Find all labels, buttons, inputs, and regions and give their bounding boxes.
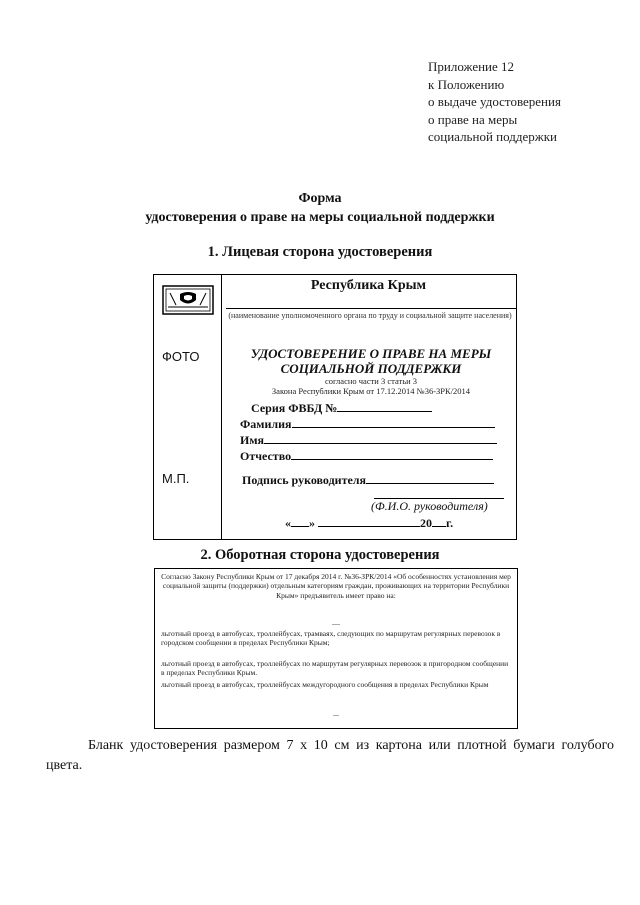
- date-day-line: [291, 515, 309, 527]
- series-line: [337, 400, 432, 412]
- appendix-line: Приложение 12: [428, 59, 515, 74]
- date-open-quote: «: [285, 516, 291, 530]
- crimea-emblem-icon: [162, 285, 214, 315]
- series-label: Серия ФВБД №: [251, 401, 338, 415]
- form-title-line2: удостоверения о праве на меры социальной поддержки: [145, 210, 495, 225]
- patronymic-line: [291, 448, 493, 460]
- appendix-header: [428, 58, 628, 146]
- signature-line: [366, 472, 494, 484]
- authority-note: (наименование уполномоченного органа по труду и социальной защите населения): [228, 311, 512, 320]
- certificate-title: УДОСТОВЕРЕНИЕ О ПРАВЕ НА МЕРЫ СОЦИАЛЬНОЙ ПОДДЕРЖКИ: [250, 346, 492, 376]
- appendix-line: к Положению: [428, 76, 505, 92]
- date-close-quote: »: [309, 516, 315, 530]
- back-dots-top: ....: [332, 618, 340, 627]
- fio-note: (Ф.И.О. руководителя): [371, 499, 488, 513]
- law-reference-line1: согласно части 3 статьи 3: [324, 376, 418, 386]
- surname-line: [292, 416, 495, 428]
- patronymic-field: [240, 448, 493, 464]
- authority-underline: [226, 308, 516, 309]
- law-reference-line2: Закона Республики Крым от 17.12.2014 №36-ЗРК/2014: [271, 386, 471, 396]
- appendix-line: социальной поддержки: [428, 129, 557, 144]
- surname-label: Фамилия: [240, 417, 292, 431]
- benefit-item-intercity: льготный проезд в автобусах, троллейбусах междугородного сообщения в пределах Республики Крым: [161, 680, 489, 689]
- date-year-line: [432, 515, 446, 527]
- date-field: [285, 515, 453, 531]
- series-field: [251, 400, 432, 416]
- photo-label: ФОТО: [162, 349, 200, 364]
- form-title-line1: Форма: [298, 191, 342, 206]
- republic-title: Республика Крым: [310, 278, 427, 293]
- surname-field: [240, 416, 495, 432]
- name-label: Имя: [240, 433, 264, 447]
- benefit-item-suburban: льготный проезд в автобусах, троллейбусах по маршрутам регулярных перевозок в пригородном сообщении в пределах Республики Крым.: [161, 659, 509, 678]
- name-line: [264, 432, 497, 444]
- patronymic-label: Отчество: [240, 449, 292, 463]
- certificate-front-card: [153, 274, 517, 540]
- certificate-back-card: [154, 568, 518, 729]
- date-month-line: [318, 515, 420, 527]
- benefit-item-city: льготный проезд в автобусах, троллейбусах, трамваях, следующих по маршрутам регулярных перевозок в городском сообщении в пределах Республики Крым;: [161, 629, 501, 648]
- name-field: [240, 432, 497, 448]
- appendix-line: о выдаче удостоверения: [428, 94, 561, 109]
- date-year-suffix: г.: [446, 516, 454, 530]
- date-year-prefix: 20: [420, 516, 432, 530]
- back-side-heading: 2. Оборотная сторона удостоверения: [200, 547, 440, 563]
- signature-label: Подпись руководителя: [242, 473, 367, 487]
- law-reference: [228, 376, 514, 396]
- back-dots-bottom: ...: [333, 709, 339, 718]
- stamp-label: М.П.: [162, 471, 190, 486]
- front-side-heading: 1. Лицевая сторона удостоверения: [207, 244, 433, 260]
- signature-field: [242, 472, 494, 488]
- back-intro-text: Согласно Закону Республики Крым от 17 декабря 2014 г. №36-ЗРК/2014 «Об особенностях установления мер социальной защиты (поддержки) отдельным категориям граждан, проживающих на территории Республики Крым» предъявитель имеет право на:: [161, 572, 511, 600]
- blank-size-note: Бланк удостоверения размером 7 х 10 см из картона или плотной бумаги голубого цвета.: [46, 738, 614, 773]
- appendix-line: о праве на меры: [428, 111, 518, 127]
- photo-column-divider: [221, 275, 222, 539]
